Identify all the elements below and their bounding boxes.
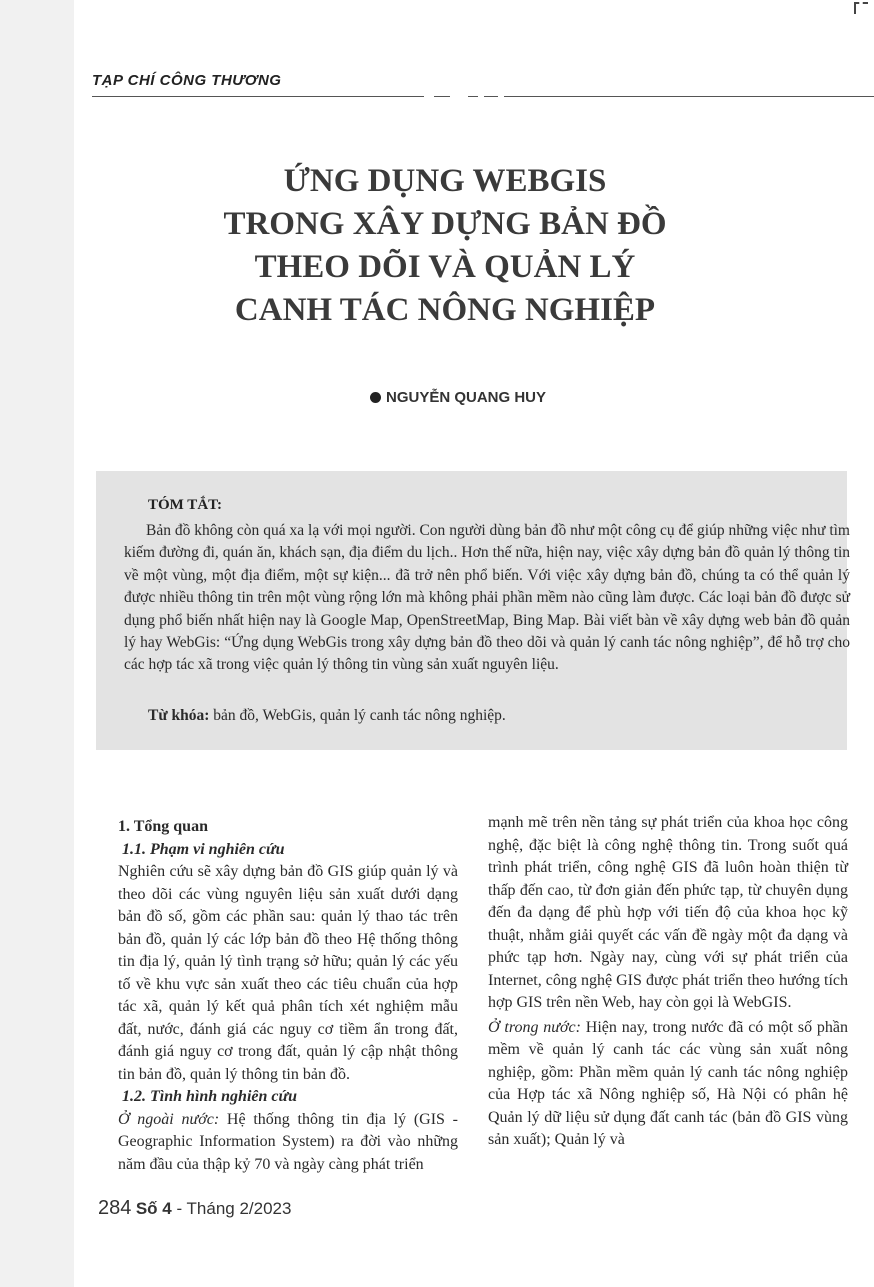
paragraph: Nghiên cứu sẽ xây dựng bản đồ GIS giúp quản lý và theo dõi các vùng nguyên liệu sản xuất dưới dạng bản đồ số, gồm các phần sau: quản lý thao tác trên bản đồ, quản lý các lớp bản đồ theo Hệ thống thông tin địa lý, quản lý tình trạng sở hữu; quản lý các yếu tố về khu vực sản xuất theo các tiêu chuẩn của hợp tác xã, quản lý kết quả phân tích xét nghiệm mẫu đất, nước, đánh giá các nguy cơ tiềm ẩn trong đất, đánh giá nguy cơ trong đất, quản lý cập nhật thông tin bản đồ, quản lý thông tin bản đồ. [118,863,458,1083]
abstract-body: Bản đồ không còn quá xa lạ với mọi người. Con người dùng bản đồ như một công cụ để giúp những việc như tìm kiếm đường đi, quán ăn, khách sạn, địa điểm du lịch.. Hơn thế nữa, hiện nay, việc xây dựng bản đồ quản lý thông tin về một vùng, một địa điểm, một sự kiện... đã trở nên phổ biến. Với việc xây dựng bản đồ, chúng ta có thể quản lý được nhiều thông tin trên một vùng rộng lớn mà không phải phần mềm nào cũng làm được. Các loại bản đồ được sử dụng phổ biến nhất hiện nay là Google Map, OpenStreetMap, Bing Map. Bài viết bàn về xây dựng web bản đồ quản lý hay WebGis: “Ứng dụng WebGis trong xây dựng bản đồ theo dõi và quản lý canh tác nông nghiệp”, để hỗ trợ cho các hợp tác xã trong việc quản lý thông tin vùng sản xuất nguyên liệu. [124,522,850,674]
subsection-heading: 1.2. Tình hình nghiên cứu [122,1088,297,1105]
section-heading: 1. Tổng quan [118,818,208,835]
paragraph [118,1109,458,1177]
page-margin-strip [0,0,74,1287]
issue-date: Tháng 2/2023 [186,1199,292,1218]
paragraph-text: Hiện nay, trong nước đã có một số phần mềm về quản lý canh tác các vùng sản xuất nông nghiệp, gồm: Phần mềm quản lý canh tác nông nghiệp của Hợp tác xã Nông nghiệp số, Hà Nội có phân hệ Quản lý dữ liệu sử dụng đất canh tác (bản đồ GIS vùng sản xuất); Quản lý và [488,1018,849,1148]
article-title [140,160,750,332]
header-rule-gap [424,94,434,98]
journal-name: TẠP CHÍ CÔNG THƯƠNG [92,72,282,89]
paragraph [488,1017,848,1152]
title-line: ỨNG DỤNG WEBGIS [283,163,607,199]
right-column [488,812,848,1152]
page-footer [98,1197,291,1220]
title-line: THEO DÕI VÀ QUẢN LÝ [254,249,636,285]
keywords-label: Từ khóa: [148,707,210,724]
author-name: NGUYỄN QUANG HUY [386,389,547,406]
header-rule-gap [498,94,504,98]
keywords-value: bản đồ, WebGis, quản lý canh tác nông nghiệp. [213,707,506,724]
paragraph-text: Hệ thống thông tin địa lý (GIS - Geographic Information System) ra đời vào những năm đầu của thập kỷ 70 và ngày càng phát triển [118,1110,458,1173]
header-rule-gap [450,94,468,98]
header-rule-gap [478,94,484,98]
title-line: CANH TÁC NÔNG NGHIỆP [234,292,656,328]
author-byline [370,389,546,406]
lead-phrase: Ở trong nước: [488,1018,581,1036]
lead-phrase: Ở ngoài nước: [118,1110,220,1128]
crop-mark [854,2,868,14]
keywords [148,707,506,725]
footer-separator: - [171,1199,187,1218]
bullet-icon [370,392,381,403]
page-number: 284 [98,1197,132,1219]
title-line: TRONG XÂY DỰNG BẢN ĐỒ [223,206,667,242]
abstract-heading: TÓM TẮT: [148,497,223,513]
issue-number: Số 4 [135,1199,172,1218]
left-column [118,816,458,1176]
subsection-heading: 1.1. Phạm vi nghiên cứu [122,840,285,858]
paragraph: mạnh mẽ trên nền tảng sự phát triển của khoa học công nghệ, đặc biệt là công nghệ thông tin. Trong suốt quá trình phát triển, công nghệ GIS đã luôn hoàn thiện từ thấp đến cao, từ đơn giản đến phức tạp, từ chuyên dụng đến đa dạng để phù hợp với tiến độ của khoa học kỹ thuật, nhằm giải quyết các vấn đề ngày một đa dạng và phức tạp hơn. Ngày nay, cùng với sự phát triển của Internet, công nghệ GIS được phát triển theo hướng tích hợp GIS trên nền Web, hay còn gọi là WebGIS. [488,814,848,1011]
